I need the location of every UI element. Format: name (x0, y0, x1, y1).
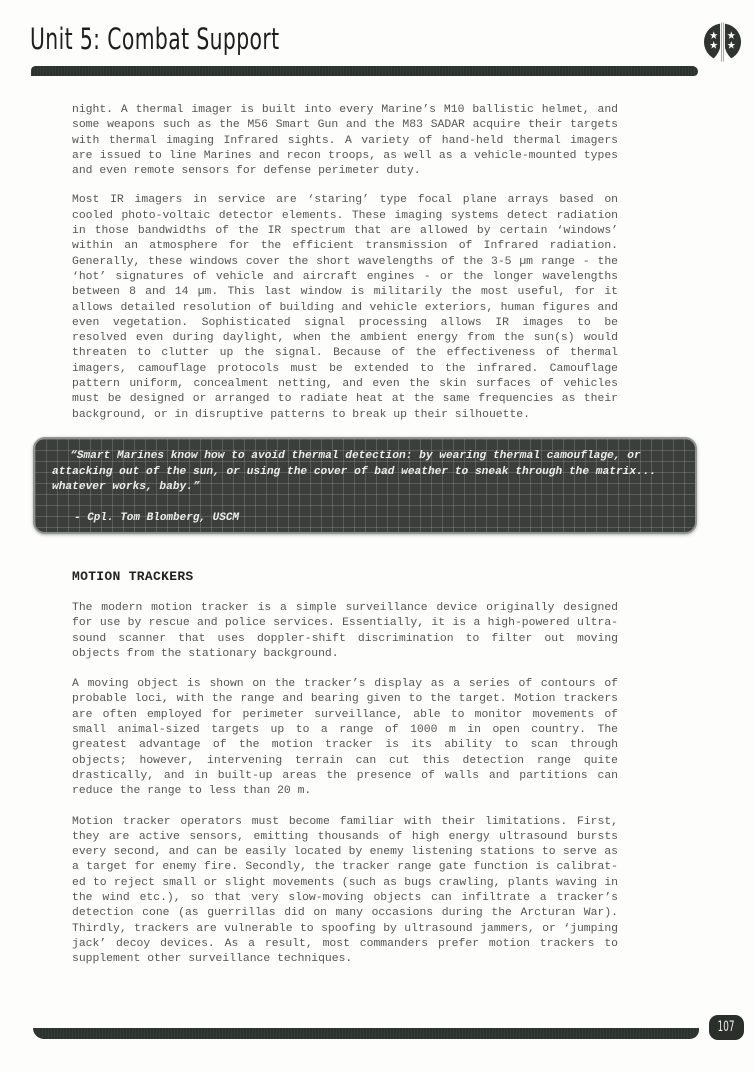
paragraph-thermal-imagers: night. A thermal imager is built into every Marine’s M10 ballistic helmet, and some weapons such as the M56 Smart Gun and the M83 SADAR acquire their targets with thermal imaging Infrared sights. A variety of hand-held thermal imagers are issued to line Marines and recon troops, as well as a vehicle-mounted types and even remote sensors for defense perimeter duty. (72, 104, 618, 178)
section-heading-motion-trackers: MOTION TRACKERS (72, 569, 194, 584)
paragraph-motion-tracker-limitations: Motion tracker operators must become familiar with their limitations. First, they are active sensors, emitting thousands of high energy ultrasound bursts every second, and can be easily located by enemy listening stations to serve as a target for enemy fire. Secondly, the tracker range gate function is calibrated to reject small or slight movements (such as bugs crawling, plants waving in the wind etc.), so that very slow-moving objects can infiltrate a tracker’s detection cone (as guerrillas did on many occasions during the Arcturan War). Thirdly, trackers are vulnerable to spoofing by ultrasound jammers, or ‘jumping jack’ decoy devices. As a result, most commanders prefer motion trackers to supplement other surveillance techniques. (72, 815, 618, 966)
paragraph-motion-tracker-intro: The modern motion tracker is a simple surveillance device originally designed for use by rescue and police services. Essentially, it is a high-powered ultrasound scanner that uses doppler-shift discrimination to filter out moving objects from the stationary background. (72, 602, 618, 660)
quote-body: “Smart Marines know how to avoid thermal detection: by wearing thermal camouflage, or attacking out of the sun, or using the cover of bad weather to sneak through the matrix... whatever works, baby.” (52, 450, 657, 493)
quote-attribution: - Cpl. Tom Blomberg, USCM (74, 512, 240, 524)
footer-divider-bar (33, 1028, 699, 1039)
header-divider-bar (31, 66, 698, 76)
paragraph-ir-imagers: Most IR imagers in service are ‘staring’ type focal plane arrays based on cooled photo-voltaic detector elements. These imaging systems detect radiation in those bandwidths of the IR spectrum that are allowed by certain ‘windows’ within an atmosphere for the efficient transmission of Infrared radiation. Generally, these windows cover the short wavelengths of the 3-5 µm range - the ‘hot’ signatures of vehicle and aircraft engines - or the longer wavelengths between 8 and 14 µm. This last window is militarily the most useful, for it allows detailed resolution of building and vehicle exteriors, human figures and even vegetation. Sophisticated signal processing allows IR images to be resolved even during daylight, when the ambient energy from the sun(s) would threaten to clutter up the signal. Because of the effectiveness of thermal imagers, camouflage protocols must be extended to the infrared. Camouflage pattern uniform, concealment netting, and even the skin surfaces of vehicles must be designed or arranged to radiate heat at the same frequencies as their background, or in disruptive patterns to break up their silhouette. (72, 194, 618, 421)
paragraph-motion-tracker-display: A moving object is shown on the tracker’s display as a series of contours of probable loci, with the range and bearing given to the target. Motion trackers are often employed for perimeter surveillance, able to monitor movements of small animal-sized targets up to a range of 1000 m in open country. The greatest advantage of the motion tracker is its ability to scan through objects; however, intervening terrain can cut this detection range quite drastically, and in built-up areas the presence of walls and partitions can reduce the range to less than 20 m. (72, 678, 618, 798)
quote-text (52, 449, 682, 496)
unit-title: Unit 5: Combat Support (30, 22, 280, 56)
page-number: 107 (718, 1019, 735, 1035)
motion-trackers-text-block (72, 601, 618, 983)
page-number-badge (709, 1015, 744, 1040)
quote-callout (33, 437, 697, 534)
uscm-four-star-emblem-icon (703, 22, 742, 62)
intro-text-block (72, 103, 618, 437)
